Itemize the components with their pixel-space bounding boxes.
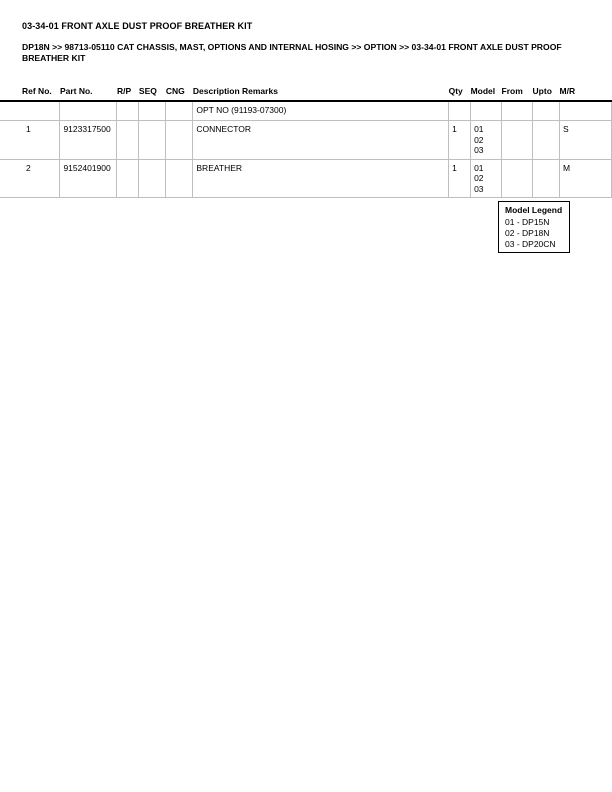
table-row — [0, 121, 612, 160]
col-header-upto: Upto — [533, 86, 560, 101]
seq-cell — [139, 159, 166, 198]
model-legend-title: Model Legend — [505, 205, 563, 215]
part-no-cell: 9123317500 — [60, 121, 117, 160]
model-cell — [471, 121, 502, 160]
description-cell: CONNECTOR — [193, 121, 449, 160]
seq-cell — [139, 121, 166, 160]
table-row — [0, 159, 612, 198]
qty-cell: 1 — [449, 159, 471, 198]
col-header-part-no: Part No. — [60, 86, 117, 101]
col-header-ref-no: Ref No. — [0, 86, 60, 101]
model-code: 02 — [474, 173, 484, 183]
model-code: 01 — [474, 162, 484, 173]
upto-cell — [533, 159, 560, 198]
model-code: 02 — [474, 134, 484, 145]
mr-cell: M — [560, 159, 612, 198]
option-description: OPT NO (91193-07300) — [193, 101, 449, 121]
mr-cell: S — [560, 121, 612, 160]
from-cell — [502, 121, 533, 160]
model-legend-item: 02 - DP18N — [505, 228, 550, 238]
col-header-model: Model — [471, 86, 502, 101]
model-legend — [498, 201, 570, 253]
rp-cell — [117, 121, 139, 160]
breadcrumb: DP18N >> 98713-05110 CAT CHASSIS, MAST, OPTIONS AND INTERNAL HOSING >> OPTION >> 03-34-01 FRONT AXLE DUST PROOF BREATHER KIT — [22, 42, 562, 63]
from-cell — [502, 159, 533, 198]
model-code: 03 — [474, 183, 484, 194]
col-header-seq: SEQ — [139, 86, 166, 101]
cng-cell — [166, 121, 193, 160]
ref-no-cell: 1 — [0, 121, 60, 160]
option-row — [0, 101, 612, 121]
parts-table — [0, 86, 612, 198]
upto-cell — [533, 121, 560, 160]
model-legend-item: 03 - DP20CN — [505, 239, 556, 249]
table-header-row — [0, 86, 612, 101]
col-header-qty: Qty — [449, 86, 471, 101]
col-header-description: Description Remarks — [193, 86, 449, 101]
description-cell: BREATHER — [193, 159, 449, 198]
col-header-from: From — [502, 86, 533, 101]
page-title: 03-34-01 FRONT AXLE DUST PROOF BREATHER KIT — [22, 21, 253, 31]
ref-no-cell: 2 — [0, 159, 60, 198]
col-header-mr: M/R — [560, 86, 612, 101]
model-cell — [471, 159, 502, 198]
model-code: 03 — [474, 145, 484, 155]
rp-cell — [117, 159, 139, 198]
col-header-rp: R/P — [117, 86, 139, 101]
cng-cell — [166, 159, 193, 198]
model-code: 01 — [474, 124, 484, 134]
col-header-cng: CNG — [166, 86, 193, 101]
model-legend-item: 01 - DP15N — [505, 217, 550, 227]
qty-cell: 1 — [449, 121, 471, 160]
part-no-cell: 9152401900 — [60, 159, 117, 198]
